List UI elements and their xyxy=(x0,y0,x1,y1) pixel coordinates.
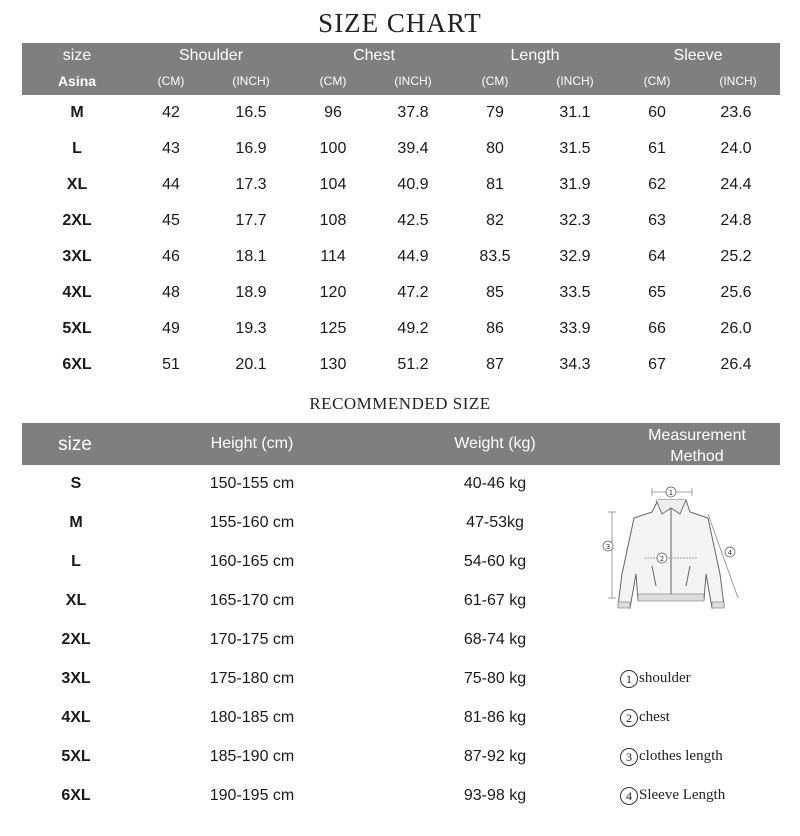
value-cell: 24.8 xyxy=(720,212,752,229)
weight-cell: 93-98 kg xyxy=(463,787,527,804)
value-cell: 79 xyxy=(486,104,504,121)
weight-cell: 81-86 kg xyxy=(463,709,527,726)
size-cell: S xyxy=(70,475,82,492)
legend-label: Sleeve Length xyxy=(639,787,726,803)
size-chart-row xyxy=(22,167,780,203)
weight-cell: 75-80 kg xyxy=(463,670,527,687)
recommended-row xyxy=(22,543,582,582)
size-cell: 4XL xyxy=(61,709,91,726)
value-cell: 85 xyxy=(486,284,504,301)
recommended-size-title: RECOMMENDED SIZE xyxy=(309,394,491,413)
size-cell: 6XL xyxy=(61,787,91,804)
value-cell: 67 xyxy=(648,356,666,373)
recommended-row xyxy=(22,582,582,621)
size-cell: XL xyxy=(65,592,87,609)
size-cell: XL xyxy=(66,176,88,193)
value-cell: 39.4 xyxy=(397,140,429,157)
legend-label: chest xyxy=(639,709,670,725)
header-size: size xyxy=(58,434,92,455)
height-cell: 150-155 cm xyxy=(209,475,295,492)
recommended-header xyxy=(22,423,780,465)
value-cell: 16.5 xyxy=(235,104,267,121)
height-cell: 175-180 cm xyxy=(209,670,295,687)
value-cell: 65 xyxy=(648,284,666,301)
weight-cell: 68-74 kg xyxy=(463,631,527,648)
weight-cell: 40-46 kg xyxy=(463,475,527,492)
value-cell: 66 xyxy=(648,320,666,337)
value-cell: 44.9 xyxy=(397,248,429,265)
recommended-row xyxy=(22,504,582,543)
size-chart-row xyxy=(22,347,780,383)
value-cell: 96 xyxy=(324,104,342,121)
weight-cell: 54-60 kg xyxy=(463,553,527,570)
legend-item-clothes-length xyxy=(620,748,723,766)
size-cell: 2XL xyxy=(62,212,92,229)
value-cell: 18.9 xyxy=(235,284,267,301)
value-cell: 120 xyxy=(319,284,347,301)
diagram-mark-2: 2 xyxy=(659,555,665,563)
value-cell: 48 xyxy=(162,284,180,301)
value-cell: 37.8 xyxy=(397,104,429,121)
header-weight: Weight (kg) xyxy=(454,435,536,452)
size-chart-row xyxy=(22,239,780,275)
legend-number: 1 xyxy=(620,670,638,688)
diagram-mark-1: 1 xyxy=(668,489,674,497)
height-cell: 190-195 cm xyxy=(209,787,295,804)
value-cell: 80 xyxy=(486,140,504,157)
value-cell: 100 xyxy=(319,140,347,157)
recommended-row xyxy=(22,738,582,777)
value-cell: 86 xyxy=(486,320,504,337)
value-cell: 42 xyxy=(162,104,180,121)
value-cell: 26.0 xyxy=(720,320,752,337)
value-cell: 43 xyxy=(162,140,180,157)
value-cell: 108 xyxy=(319,212,347,229)
value-cell: 61 xyxy=(648,140,666,157)
value-cell: 23.6 xyxy=(720,104,752,121)
unit-label: (CM) xyxy=(157,74,185,88)
value-cell: 125 xyxy=(319,320,347,337)
size-chart-row xyxy=(22,95,780,131)
size-cell: 6XL xyxy=(62,356,92,373)
size-chart-row xyxy=(22,203,780,239)
value-cell: 20.1 xyxy=(235,356,267,373)
unit-label: (INCH) xyxy=(556,74,594,88)
recommended-row xyxy=(22,465,582,504)
diagram-mark-3: 3 xyxy=(605,543,611,551)
diagram-mark-4: 4 xyxy=(727,549,733,557)
value-cell: 25.6 xyxy=(720,284,752,301)
height-cell: 170-175 cm xyxy=(209,631,295,648)
legend-number: 4 xyxy=(620,787,638,805)
height-cell: 155-160 cm xyxy=(209,514,295,531)
value-cell: 31.9 xyxy=(559,176,591,193)
value-cell: 31.1 xyxy=(559,104,591,121)
unit-label: (CM) xyxy=(319,74,347,88)
header-asina: Asina xyxy=(57,73,97,89)
value-cell: 45 xyxy=(162,212,180,229)
recommended-row xyxy=(22,699,582,738)
value-cell: 40.9 xyxy=(397,176,429,193)
value-cell: 64 xyxy=(648,248,666,265)
size-cell: 3XL xyxy=(61,670,91,687)
value-cell: 46 xyxy=(162,248,180,265)
measurement-line-1: Measurement xyxy=(648,427,746,444)
header-chest: Chest xyxy=(353,47,395,64)
size-cell: 3XL xyxy=(62,248,92,265)
value-cell: 49 xyxy=(162,320,180,337)
jacket-measurement-icon xyxy=(598,478,744,624)
unit-label: (INCH) xyxy=(232,74,270,88)
recommended-row xyxy=(22,660,582,699)
size-chart-row xyxy=(22,131,780,167)
value-cell: 130 xyxy=(319,356,347,373)
size-cell: 4XL xyxy=(62,284,92,301)
legend-number: 2 xyxy=(620,709,638,727)
height-cell: 165-170 cm xyxy=(209,592,295,609)
size-cell: 5XL xyxy=(62,320,92,337)
size-cell: L xyxy=(71,553,81,570)
value-cell: 31.5 xyxy=(559,140,591,157)
weight-cell: 47-53kg xyxy=(466,514,524,531)
weight-cell: 87-92 kg xyxy=(463,748,527,765)
weight-cell: 61-67 kg xyxy=(463,592,527,609)
legend-number: 3 xyxy=(620,748,638,766)
size-chart-row xyxy=(22,311,780,347)
value-cell: 81 xyxy=(486,176,504,193)
value-cell: 16.9 xyxy=(235,140,267,157)
unit-label: (INCH) xyxy=(394,74,432,88)
measurement-line-2: Method xyxy=(670,448,724,465)
size-cell: 2XL xyxy=(61,631,91,648)
recommended-row xyxy=(22,777,582,816)
value-cell: 83.5 xyxy=(479,248,511,265)
value-cell: 44 xyxy=(162,176,180,193)
value-cell: 34.3 xyxy=(559,356,591,373)
unit-label: (CM) xyxy=(643,74,671,88)
size-chart-title: SIZE CHART xyxy=(318,8,482,38)
value-cell: 82 xyxy=(486,212,504,229)
value-cell: 24.4 xyxy=(720,176,752,193)
header-measurement-method xyxy=(648,425,746,467)
height-cell: 185-190 cm xyxy=(209,748,295,765)
value-cell: 32.9 xyxy=(559,248,591,265)
recommended-row xyxy=(22,621,582,660)
header-height: Height (cm) xyxy=(210,435,294,452)
value-cell: 60 xyxy=(648,104,666,121)
value-cell: 17.7 xyxy=(235,212,267,229)
value-cell: 104 xyxy=(319,176,347,193)
value-cell: 17.3 xyxy=(235,176,267,193)
legend-label: clothes length xyxy=(639,748,723,764)
value-cell: 47.2 xyxy=(397,284,429,301)
size-chart-header xyxy=(22,43,780,95)
size-cell: M xyxy=(69,514,83,531)
header-shoulder: Shoulder xyxy=(178,47,244,64)
height-cell: 180-185 cm xyxy=(209,709,295,726)
value-cell: 33.5 xyxy=(559,284,591,301)
value-cell: 33.9 xyxy=(559,320,591,337)
value-cell: 49.2 xyxy=(397,320,429,337)
value-cell: 18.1 xyxy=(235,248,267,265)
size-cell: L xyxy=(72,140,82,157)
value-cell: 24.0 xyxy=(720,140,752,157)
legend-item-sleeve-length xyxy=(620,787,725,805)
size-cell: M xyxy=(70,104,84,121)
value-cell: 42.5 xyxy=(397,212,429,229)
size-chart-row xyxy=(22,275,780,311)
value-cell: 19.3 xyxy=(235,320,267,337)
value-cell: 51 xyxy=(162,356,180,373)
legend-item-chest xyxy=(620,709,670,727)
legend-label: shoulder xyxy=(639,670,691,686)
value-cell: 25.2 xyxy=(720,248,752,265)
value-cell: 114 xyxy=(320,248,346,265)
unit-label: (INCH) xyxy=(719,74,757,88)
value-cell: 26.4 xyxy=(720,356,752,373)
value-cell: 62 xyxy=(648,176,666,193)
unit-label: (CM) xyxy=(481,74,509,88)
value-cell: 87 xyxy=(486,356,504,373)
value-cell: 63 xyxy=(648,212,666,229)
height-cell: 160-165 cm xyxy=(209,553,295,570)
value-cell: 51.2 xyxy=(397,356,429,373)
value-cell: 32.3 xyxy=(559,212,591,229)
legend-item-shoulder xyxy=(620,670,691,688)
size-cell: 5XL xyxy=(61,748,91,765)
header-size: size xyxy=(62,47,92,64)
header-length: Length xyxy=(510,47,560,64)
header-sleeve: Sleeve xyxy=(673,47,723,64)
